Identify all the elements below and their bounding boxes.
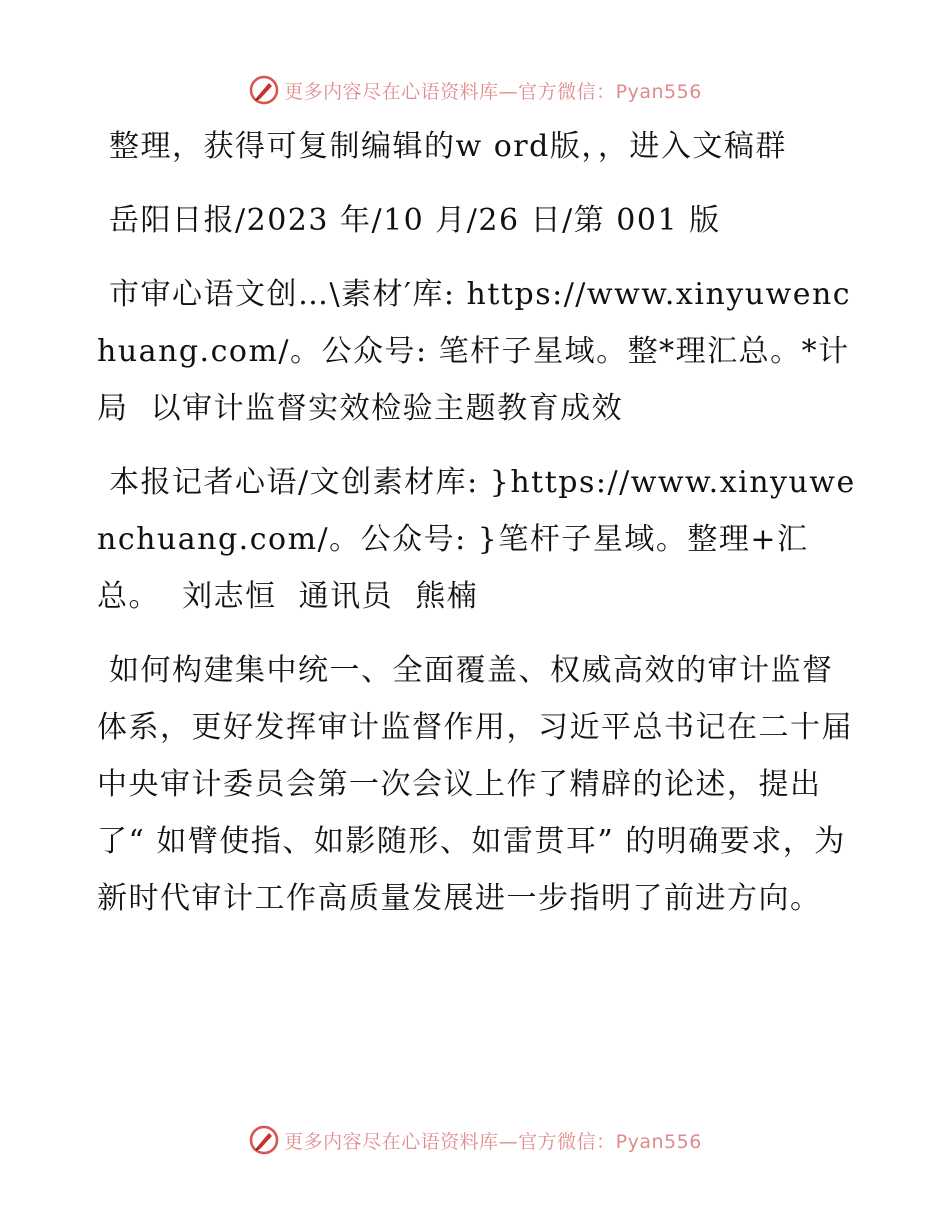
paragraph-source-line: 岳阳日报/2023 年/10 月/26 日/第 001 版 [109,203,721,238]
footer-watermark [0,1120,950,1160]
paragraph-word-note: 整理，获得可复制编辑的w ord版，，进入文稿群 [109,129,787,164]
paragraph-title-line: 市审心语文创…\素材′库: https://www.xinyuwenchuang.com/。公众号: 笔杆子星域。整*理汇总。*计局 以审计监督实效检验主题教育成效 [97,277,852,426]
pen-logo-icon [248,1124,280,1156]
paragraph-body: 如何构建集中统一、全面覆盖、权威高效的审计监督体系，更好发挥审计监督作用，习近平总书记在二十届中央审计委员会第一次会议上作了精辟的论述，提出了“ 如臂使指、如影随形、如雷贯耳” 的明确要求，为新时代审计工作高质量发展进一步指明了前进方向。 [97,653,853,916]
pen-logo-icon [248,74,280,106]
watermark-text: 更多内容尽在心语资料库—官方微信：Pyan556 [284,80,702,103]
document-body [97,118,857,927]
watermark-text: 更多内容尽在心语资料库—官方微信：Pyan556 [284,1130,702,1153]
paragraph-byline: 本报记者心语/文创素材库: }https://www.xinyuwenchuang.com/。公众号: }笔杆子星域。整理+汇总。 刘志恒 通讯员 熊楠 [97,465,856,614]
header-watermark [0,70,950,110]
